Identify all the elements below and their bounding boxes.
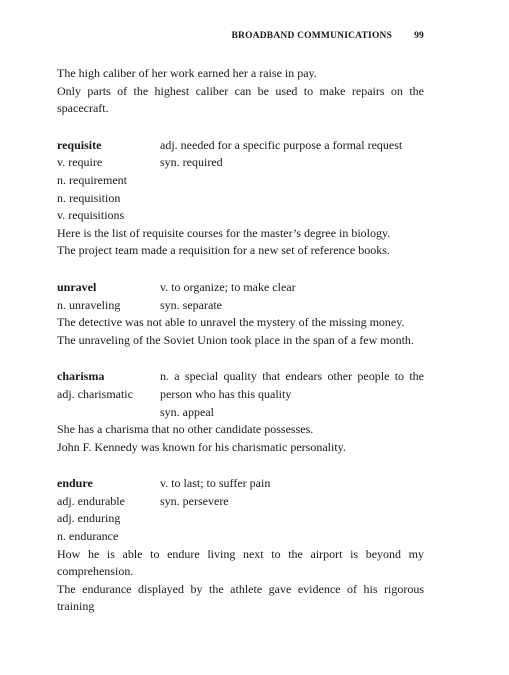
word-form: v. require — [57, 155, 103, 170]
definition: v. to organize; to make clear — [160, 279, 296, 294]
example-sentence: The project team made a requisition for a new set of reference books. — [57, 243, 390, 258]
example-sentence: How he is able to endure living next to the airport is beyond my comprehension. — [57, 546, 424, 579]
synonym: syn. required — [160, 155, 223, 170]
entry-row — [57, 172, 424, 190]
entry-row — [57, 137, 424, 155]
spacer — [57, 118, 424, 137]
entry-row — [57, 368, 424, 403]
example-sentence: The high caliber of her work earned her a raise in pay. — [57, 66, 317, 80]
entry-row — [57, 154, 424, 172]
entry-row — [57, 475, 424, 493]
example-sentence: Here is the list of requisite courses for the master’s degree in biology. — [57, 225, 391, 240]
example-sentence: The unraveling of the Soviet Union took place in the span of a few month. — [57, 332, 414, 347]
word-form: n. endurance — [57, 529, 119, 544]
entry-row — [57, 493, 424, 511]
synonym: syn. persevere — [160, 493, 229, 508]
page-number: 99 — [414, 31, 424, 41]
example-sentence: She has a charisma that no other candidate possesses. — [57, 422, 314, 437]
entry-row — [57, 404, 424, 422]
spacer — [57, 349, 424, 368]
synonym: syn. appeal — [160, 404, 214, 419]
word-form: n. unraveling — [57, 297, 121, 312]
example-sentence: John F. Kennedy was known for his charismatic personality. — [57, 439, 346, 454]
running-title: BROADBAND COMMUNICATIONS — [231, 31, 393, 41]
word-form: n. requirement — [57, 172, 127, 187]
synonym: syn. separate — [160, 297, 222, 312]
headword: endure — [57, 476, 93, 491]
example-sentence: Only parts of the highest caliber can be used to make repairs on the spacecraft. — [57, 83, 424, 116]
headword: unravel — [57, 279, 97, 294]
definition: v. to last; to suffer pain — [160, 476, 271, 491]
word-form: v. requisitions — [57, 208, 125, 223]
definition: adj. needed for a specific purpose a formal request — [160, 137, 403, 152]
entry-row — [57, 297, 424, 315]
example-sentence: The detective was not able to unravel the mystery of the missing money. — [57, 315, 405, 330]
word-form: adj. charismatic — [57, 386, 133, 401]
entry-row — [57, 510, 424, 528]
entry-row — [57, 207, 424, 225]
vocab-entry-charisma — [57, 368, 424, 456]
entry-row — [57, 190, 424, 208]
word-form: n. requisition — [57, 190, 121, 205]
vocab-entry-unravel — [57, 279, 424, 349]
entry-row — [57, 279, 424, 297]
vocab-entry-endure — [57, 475, 424, 616]
headword: requisite — [57, 137, 102, 152]
vocab-entry-requisite — [57, 137, 424, 260]
word-form: adj. endurable — [57, 493, 125, 508]
definition: n. a special quality that endears other people to the person who has this quality — [160, 369, 424, 401]
page-body — [57, 65, 424, 616]
headword: charisma — [57, 369, 105, 384]
running-head — [232, 30, 425, 42]
spacer — [57, 456, 424, 475]
example-sentence: The endurance displayed by the athlete gave evidence of his rigorous training — [57, 581, 424, 614]
spacer — [57, 260, 424, 279]
entry-row — [57, 528, 424, 546]
word-form: adj. enduring — [57, 511, 121, 526]
